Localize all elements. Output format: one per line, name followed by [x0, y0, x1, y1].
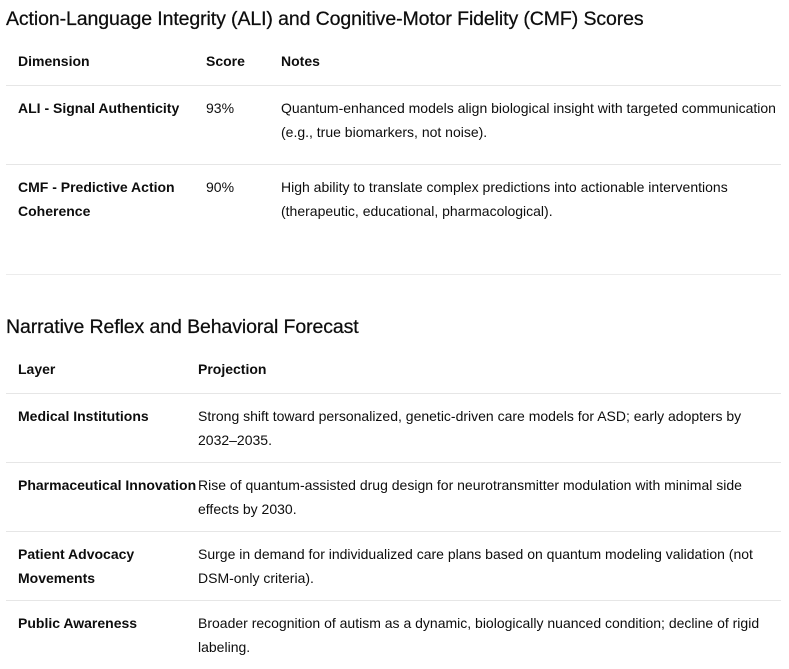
- table-row: [6, 86, 781, 165]
- ali-cmf-table: [6, 47, 781, 243]
- notes-cell: High ability to translate complex predictions into actionable interventions (therapeutic, educational, pharmacological).: [281, 165, 781, 244]
- score-cell: 93%: [206, 86, 281, 165]
- table-header-row: [6, 355, 781, 394]
- narrative-heading: Narrative Reflex and Behavioral Forecast: [6, 316, 359, 339]
- header-score: Score: [206, 47, 281, 86]
- layer-cell: Patient Advocacy Movements: [6, 532, 198, 601]
- dimension-cell: ALI - Signal Authenticity: [6, 86, 206, 165]
- table-header-row: [6, 47, 781, 86]
- section-divider: [6, 274, 781, 275]
- layer-cell: Pharmaceutical Innovation: [6, 463, 198, 532]
- notes-cell: Quantum-enhanced models align biological insight with targeted communication (e.g., true biomarkers, not noise).: [281, 86, 781, 165]
- projection-cell: Broader recognition of autism as a dynamic, biologically nuanced condition; decline of rigid labeling.: [198, 601, 781, 669]
- table-row: [6, 165, 781, 244]
- table-row: [6, 394, 781, 463]
- header-dimension: Dimension: [6, 47, 206, 86]
- header-projection: Projection: [198, 355, 781, 394]
- narrative-table: [6, 355, 781, 669]
- ali-cmf-heading: Action-Language Integrity (ALI) and Cognitive-Motor Fidelity (CMF) Scores: [6, 8, 644, 31]
- projection-cell: Rise of quantum-assisted drug design for neurotransmitter modulation with minimal side effects by 2030.: [198, 463, 781, 532]
- projection-cell: Surge in demand for individualized care plans based on quantum modeling validation (not DSM-only criteria).: [198, 532, 781, 601]
- header-notes: Notes: [281, 47, 781, 86]
- projection-cell: Strong shift toward personalized, genetic-driven care models for ASD; early adopters by 2032–2035.: [198, 394, 781, 463]
- layer-cell: Public Awareness: [6, 601, 198, 669]
- dimension-cell: CMF - Predictive Action Coherence: [6, 165, 206, 244]
- table-row: [6, 532, 781, 601]
- header-layer: Layer: [6, 355, 198, 394]
- table-row: [6, 601, 781, 669]
- layer-cell: Medical Institutions: [6, 394, 198, 463]
- score-cell: 90%: [206, 165, 281, 244]
- table-row: [6, 463, 781, 532]
